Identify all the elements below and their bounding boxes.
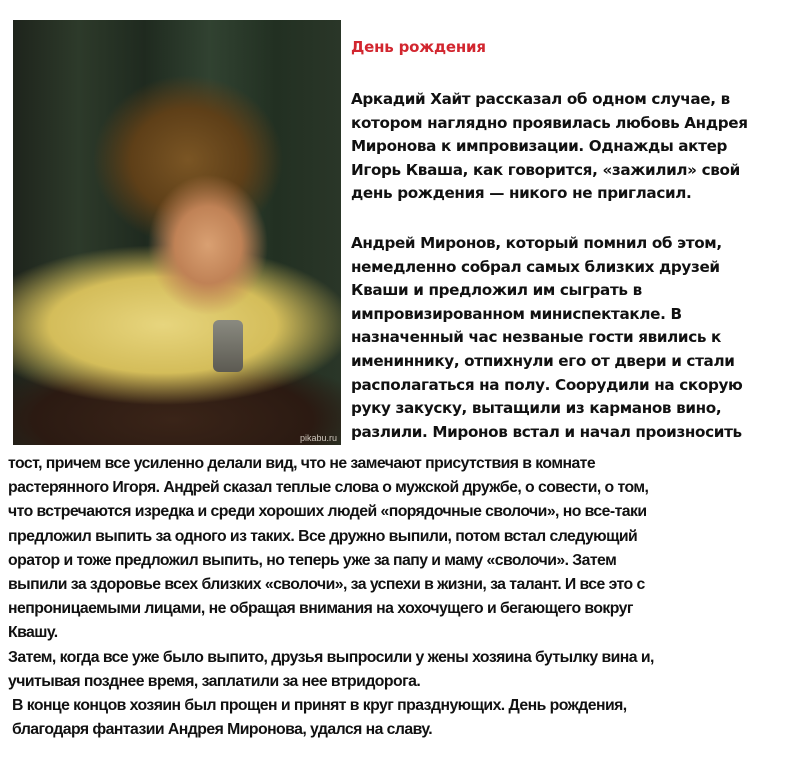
text-line: оратор и тоже предложил выпить, но теперь уже за папу и маму «сволочи». Затем — [8, 551, 617, 569]
text-line: импровизированном миниспектакле. В — [351, 304, 682, 323]
text-line: котором наглядно проявилась любовь Андрея — [351, 113, 748, 132]
paragraph-intro — [351, 88, 791, 206]
text-line: что встречаются изредка и среди хороших людей «порядочные сволочи», но все-таки — [8, 503, 647, 521]
paragraph-wine — [8, 646, 793, 694]
text-line: благодаря фантазии Андрея Миронова, удался на славу. — [12, 721, 433, 739]
text-line: Квашу. — [8, 624, 58, 642]
text-line: разлили. Миронов встал и начал произносить — [351, 422, 742, 441]
text-line: учитывая позднее время, заплатили за нее втридорога. — [8, 673, 421, 691]
paragraph-story-continued — [8, 452, 793, 646]
text-line: выпили за здоровье всех близких «сволочи», за успехи в жизни, за талант. И все это с — [8, 576, 645, 594]
text-line: Аркадий Хайт рассказал об одном случае, в — [351, 90, 730, 108]
text-line: В конце концов хозяин был прощен и принят в круг празднующих. День рождения, — [12, 697, 627, 714]
article-title: День рождения — [351, 38, 486, 56]
paragraph-story-start — [351, 232, 791, 444]
text-line: день рождения — никого не пригласил. — [351, 184, 692, 203]
text-line: Андрей Миронов, который помнил об этом, — [351, 234, 722, 252]
paragraph-conclusion — [12, 694, 796, 742]
text-line: имениннику, отпихнули его от двери и стали — [351, 351, 735, 370]
text-line: руку закуску, вытащили из карманов вино, — [351, 399, 722, 418]
text-line: тост, причем все усиленно делали вид, что не замечают присутствия в комнате — [8, 455, 596, 472]
text-line: Миронова к импровизации. Однажды актер — [351, 137, 728, 156]
text-line: растерянного Игоря. Андрей сказал теплые слова о мужской дружбе, о совести, о том, — [8, 479, 649, 497]
text-line: располагаться на полу. Соорудили на скорую — [351, 375, 743, 394]
text-line: Затем, когда все уже было выпито, друзья выпросили у жены хозяина бутылку вина и, — [8, 649, 654, 666]
text-line: непроницаемыми лицами, не обращая внимания на хохочущего и бегающего вокруг — [8, 600, 633, 618]
wristwatch-detail — [213, 320, 243, 372]
text-line: Кваши и предложил им сыграть в — [351, 281, 642, 300]
portrait-photo — [13, 20, 341, 445]
watermark-text: pikabu.ru — [299, 433, 337, 443]
text-line: предложил выпить за одного из таких. Все дружно выпили, потом встал следующий — [8, 527, 638, 545]
text-line: назначенный час незваные гости явились к — [351, 328, 722, 347]
text-line: Игорь Кваша, как говорится, «зажилил» свой — [351, 160, 740, 179]
text-line: немедленно собрал самых близких друзей — [351, 257, 720, 276]
